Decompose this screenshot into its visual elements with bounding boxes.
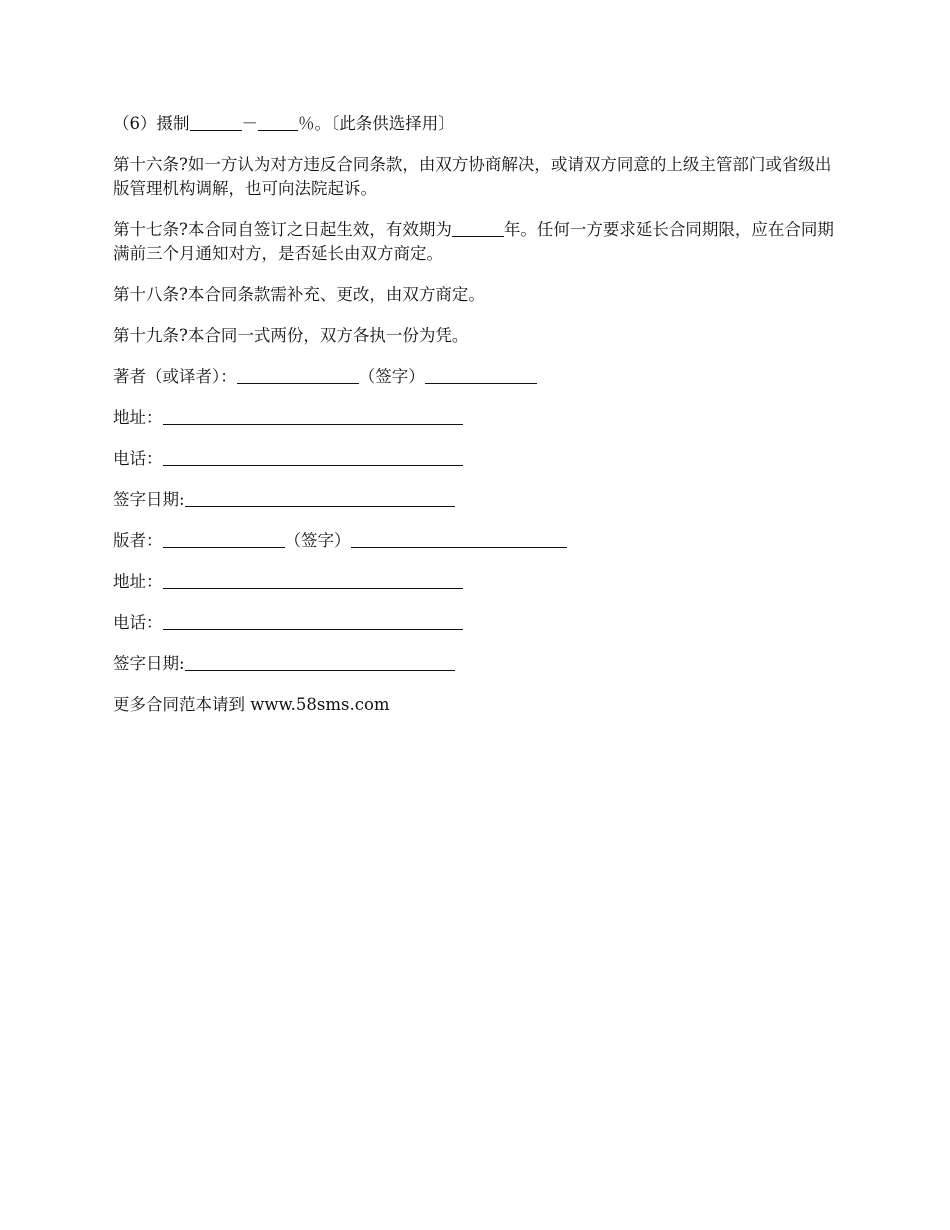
- publisher-label: 版者：: [113, 531, 163, 550]
- clause-6-dash: －: [241, 114, 258, 133]
- author-phone-label: 电话：: [113, 449, 163, 468]
- publisher-line: [113, 529, 835, 553]
- clause-6-prefix: （6）摄制: [113, 114, 190, 133]
- publisher-date-blank: [185, 653, 455, 671]
- article-18: 第十八条?本合同条款需补充、更改，由双方商定。: [113, 285, 485, 304]
- article-16: 第十六条?如一方认为对方违反合同条款，由双方协商解决，或请双方同意的上级主管部门或省级出版管理机构调解，也可向法院起诉。: [113, 155, 832, 198]
- publisher-date-label: 签字日期:: [113, 654, 185, 673]
- author-sign-label: （签字）: [358, 367, 425, 386]
- footer-note: 更多合同范本请到 www.58sms.com: [113, 695, 390, 714]
- author-date-blank: [185, 489, 455, 507]
- publisher-name-blank: [163, 530, 285, 548]
- clause-6-blank-2: [258, 113, 298, 131]
- author-address-blank: [163, 407, 463, 425]
- author-date-label: 签字日期:: [113, 490, 185, 509]
- clause-6-blank-1: [190, 113, 242, 131]
- author-address-label: 地址：: [113, 408, 163, 427]
- publisher-sign-label: （签字）: [284, 531, 351, 550]
- author-line: [113, 365, 835, 389]
- author-address-line: [113, 406, 835, 430]
- clause-6: [113, 112, 835, 136]
- author-phone-blank: [163, 448, 463, 466]
- article-17-before: 第十七条?本合同自签订之日起生效，有效期为: [113, 220, 452, 239]
- author-name-blank: [237, 366, 359, 384]
- article-17-blank-years: [452, 219, 504, 237]
- article-17: [113, 218, 835, 266]
- publisher-phone-line: [113, 611, 835, 635]
- publisher-date-line: [113, 652, 835, 676]
- contract-document: [113, 112, 835, 734]
- publisher-address-line: [113, 570, 835, 594]
- publisher-sign-blank: [351, 530, 567, 548]
- publisher-address-blank: [163, 571, 463, 589]
- publisher-phone-blank: [163, 612, 463, 630]
- author-label: 著者（或译者）：: [113, 367, 237, 386]
- article-17-after: 年。任何一方要求延长合同期限，应在合同期满前三个月通知对方，是否延长由双方商定。: [113, 220, 834, 263]
- publisher-address-label: 地址：: [113, 572, 163, 591]
- author-date-line: [113, 488, 835, 512]
- author-sign-blank: [425, 366, 537, 384]
- publisher-phone-label: 电话：: [113, 613, 163, 632]
- clause-6-suffix: ％。〔此条供选择用〕: [298, 114, 455, 133]
- article-19: 第十九条?本合同一式两份，双方各执一份为凭。: [113, 326, 469, 345]
- author-phone-line: [113, 447, 835, 471]
